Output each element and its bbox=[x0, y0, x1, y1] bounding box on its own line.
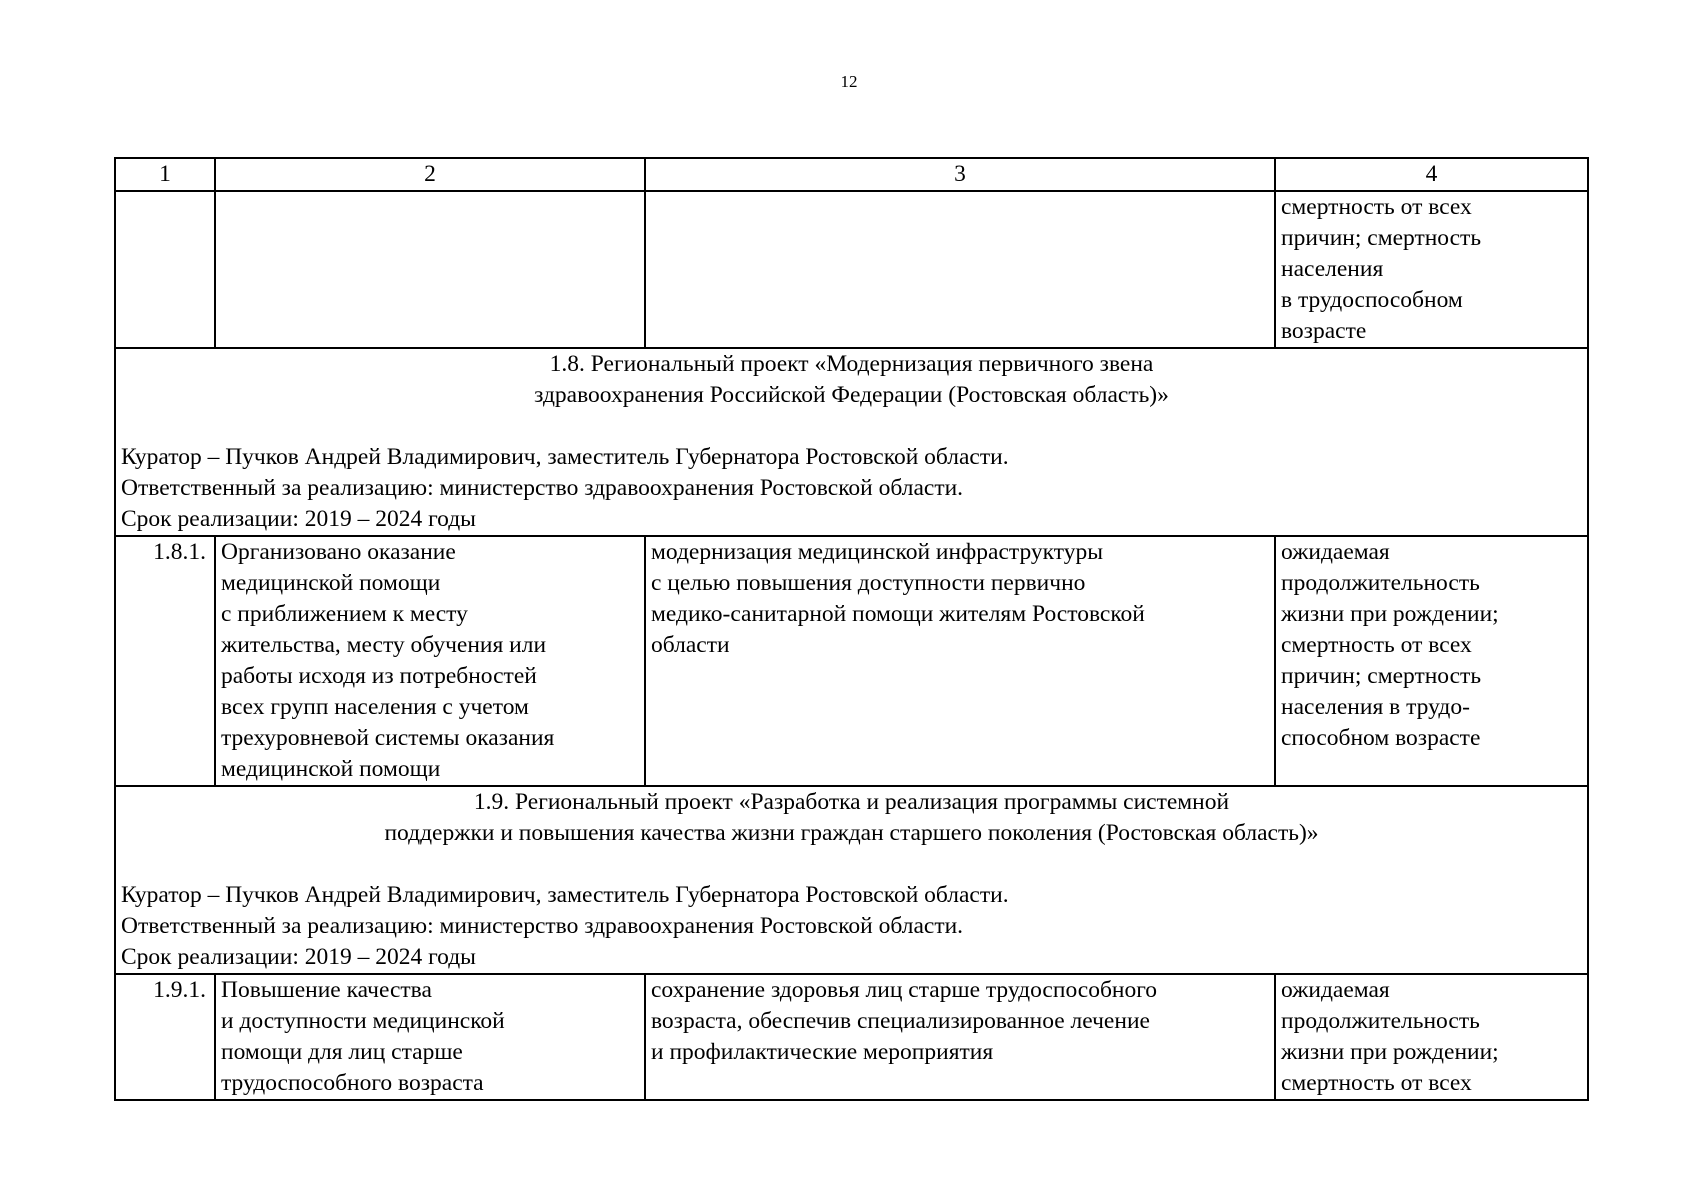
text-line: населения bbox=[1281, 256, 1384, 282]
table-row-continuation bbox=[115, 191, 1588, 348]
section-title-line: 1.8. Региональный проект «Модернизация первичного звена bbox=[549, 351, 1154, 377]
column-header-1: 1 bbox=[115, 158, 215, 191]
cell-description bbox=[645, 191, 1275, 348]
text-line: медицинской помощи bbox=[221, 756, 441, 782]
text-line: смертность от всех bbox=[1281, 194, 1472, 220]
text-line: жизни при рождении; bbox=[1281, 601, 1499, 627]
section-row-1-8 bbox=[115, 348, 1588, 536]
text-line: смертность от всех bbox=[1281, 632, 1472, 658]
page-number: 12 bbox=[840, 72, 858, 91]
section-responsible: Ответственный за реализацию: министерство здравоохранения Ростовской области. bbox=[121, 475, 964, 501]
text-line: области bbox=[651, 632, 730, 658]
cell-indicators bbox=[1275, 536, 1588, 786]
text-line: и доступности медицинской bbox=[221, 1008, 505, 1034]
measures-table bbox=[114, 157, 1589, 1101]
text-line: помощи для лиц старше bbox=[221, 1039, 463, 1065]
section-title-line: 1.9. Региональный проект «Разработка и реализация программы системной bbox=[473, 789, 1230, 815]
text-line: возраста, обеспечив специализированное лечение bbox=[651, 1008, 1150, 1034]
section-term: Срок реализации: 2019 – 2024 годы bbox=[121, 944, 476, 970]
section-curator: Куратор – Пучков Андрей Владимирович, заместитель Губернатора Ростовской области. bbox=[121, 882, 1009, 908]
cell-description bbox=[645, 536, 1275, 786]
text-line: ожидаемая bbox=[1281, 977, 1390, 1003]
text-line: ожидаемая bbox=[1281, 539, 1390, 565]
cell-indicators bbox=[1275, 974, 1588, 1100]
section-cell bbox=[115, 786, 1588, 974]
section-title-line: поддержки и повышения качества жизни граждан старшего поколения (Ростовская область)» bbox=[384, 820, 1319, 846]
text-line: сохранение здоровья лиц старше трудоспособного bbox=[651, 977, 1158, 1003]
text-line: трудоспособного возраста bbox=[221, 1070, 484, 1096]
cell-num bbox=[115, 191, 215, 348]
text-line: жительства, месту обучения или bbox=[221, 632, 547, 658]
table-header-row bbox=[115, 158, 1588, 191]
table-row-1-9-1 bbox=[115, 974, 1588, 1100]
section-title bbox=[121, 787, 1582, 849]
text-line: Повышение качества bbox=[221, 977, 432, 1003]
text-line: работы исходя из потребностей bbox=[221, 663, 537, 689]
section-curator: Куратор – Пучков Андрей Владимирович, заместитель Губернатора Ростовской области. bbox=[121, 444, 1009, 470]
text-line: всех групп населения с учетом bbox=[221, 694, 529, 720]
column-header-4: 4 bbox=[1275, 158, 1588, 191]
text-line: причин; смертность bbox=[1281, 663, 1482, 689]
text-line: медико-санитарной помощи жителям Ростовской bbox=[651, 601, 1145, 627]
section-term: Срок реализации: 2019 – 2024 годы bbox=[121, 506, 476, 532]
table-row-1-8-1 bbox=[115, 536, 1588, 786]
text-line: возрасте bbox=[1281, 318, 1367, 344]
section-row-1-9 bbox=[115, 786, 1588, 974]
text-line: причин; смертность bbox=[1281, 225, 1482, 251]
text-line: медицинской помощи bbox=[221, 570, 441, 596]
cell-num: 1.8.1. bbox=[115, 536, 215, 786]
section-title bbox=[121, 349, 1582, 411]
text-line: жизни при рождении; bbox=[1281, 1039, 1499, 1065]
text-line: смертность от всех bbox=[1281, 1070, 1472, 1096]
text-line: модернизация медицинской инфраструктуры bbox=[651, 539, 1103, 565]
text-line: Организовано оказание bbox=[221, 539, 456, 565]
cell-measure bbox=[215, 191, 645, 348]
cell-measure bbox=[215, 974, 645, 1100]
text-line: и профилактические мероприятия bbox=[651, 1039, 994, 1065]
text-line: с приближением к месту bbox=[221, 601, 468, 627]
text-line: способном возрасте bbox=[1281, 725, 1481, 751]
column-header-3: 3 bbox=[645, 158, 1275, 191]
section-title-line: здравоохранения Российской Федерации (Ростовская область)» bbox=[534, 382, 1169, 408]
cell-num: 1.9.1. bbox=[115, 974, 215, 1100]
column-header-2: 2 bbox=[215, 158, 645, 191]
text-line: продолжительность bbox=[1281, 570, 1480, 596]
section-cell bbox=[115, 348, 1588, 536]
text-line: населения в трудо- bbox=[1281, 694, 1470, 720]
text-line: с целью повышения доступности первично bbox=[651, 570, 1086, 596]
cell-description bbox=[645, 974, 1275, 1100]
section-responsible: Ответственный за реализацию: министерство здравоохранения Ростовской области. bbox=[121, 913, 964, 939]
text-line: продолжительность bbox=[1281, 1008, 1480, 1034]
cell-indicators bbox=[1275, 191, 1588, 348]
text-line: трехуровневой системы оказания bbox=[221, 725, 555, 751]
cell-measure bbox=[215, 536, 645, 786]
text-line: в трудоспособном bbox=[1281, 287, 1463, 313]
